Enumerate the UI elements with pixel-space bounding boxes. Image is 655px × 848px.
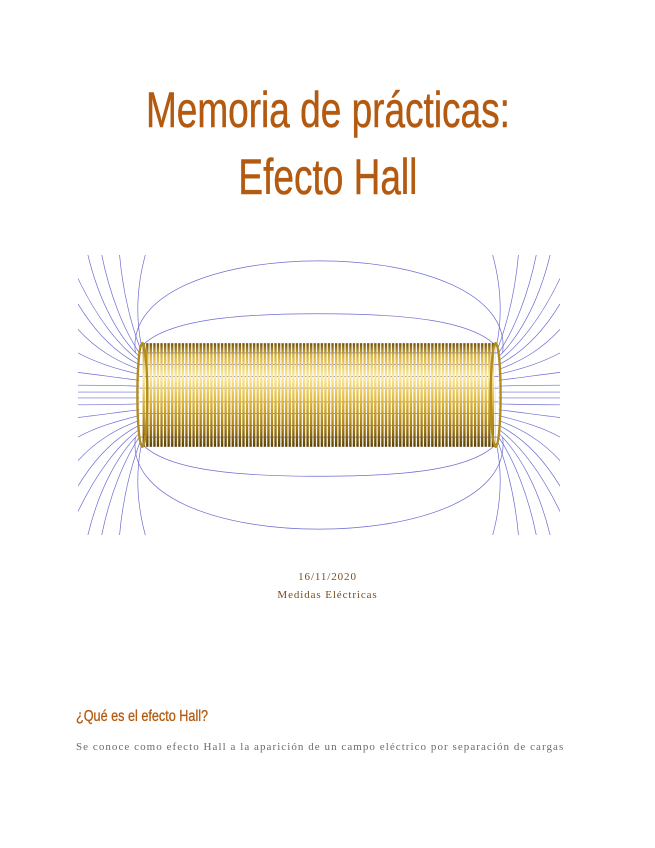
coil-turns (142, 343, 495, 447)
title-line-1-row (0, 82, 655, 138)
title-line-2-row (0, 149, 655, 205)
section-paragraph: Se conoce como efecto Hall a la aparición de un campo eléctrico por separación de cargas (76, 741, 565, 753)
section-heading: ¿Qué es el efecto Hall? (76, 708, 209, 725)
document-date: 16/11/2020 (298, 571, 357, 583)
document-title-line-1: Memoria de prácticas: (145, 82, 510, 138)
solenoid-coil (137, 343, 500, 447)
solenoid-field-illustration (78, 255, 560, 535)
document-subject: Medidas Eléctricas (277, 589, 378, 601)
document-title-line-2: Efecto Hall (238, 149, 417, 205)
